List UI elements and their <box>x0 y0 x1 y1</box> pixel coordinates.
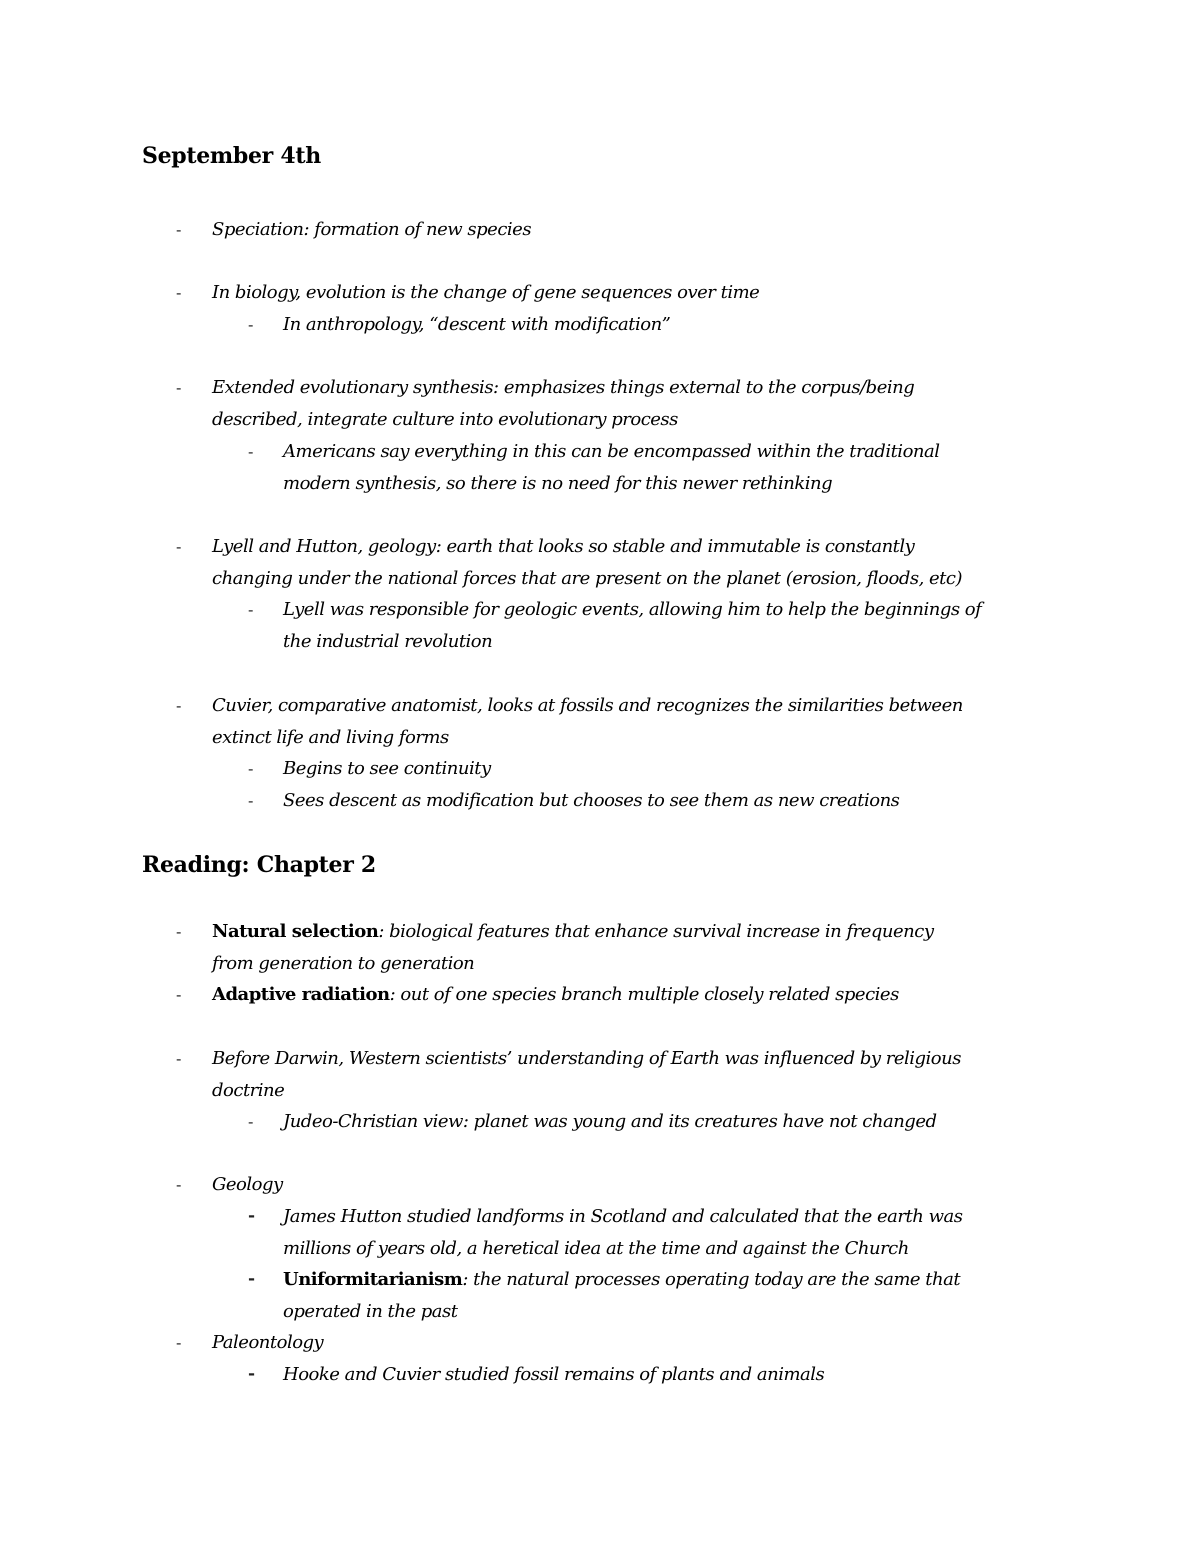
item-text: extinct life and living forms <box>212 726 449 748</box>
bullet-dash: - <box>176 537 181 556</box>
item-text <box>212 979 899 1011</box>
bullet-dash: - <box>176 1049 181 1068</box>
list-item <box>176 1327 324 1359</box>
bullet-dash: - <box>248 315 253 334</box>
item-text: Americans say everything in this can be encompassed within the traditional <box>283 441 940 462</box>
item-text: operated in the past <box>283 1300 458 1322</box>
sub-list-item <box>248 1201 963 1264</box>
bullet-dash: - <box>176 985 181 1004</box>
definition-text: : the natural processes operating today are the same that <box>462 1269 961 1290</box>
item-text: Speciation: formation of new species <box>212 219 532 240</box>
item-text: Paleontology <box>212 1332 324 1353</box>
list-item <box>176 531 963 594</box>
term-adaptive-radiation: Adaptive radiation <box>212 984 390 1005</box>
item-text: Lyell and Hutton, geology: earth that looks so stable and immutable is constantly <box>212 536 915 557</box>
bullet-dash: - <box>176 1333 181 1352</box>
item-text <box>283 1264 960 1296</box>
list-item <box>176 690 963 753</box>
item-text: the industrial revolution <box>283 630 493 652</box>
item-text: In biology, evolution is the change of gene sequences over time <box>212 282 760 303</box>
item-text: doctrine <box>212 1079 285 1101</box>
item-text: changing under the national forces that are present on the planet (erosion, floods, etc) <box>212 567 963 589</box>
item-text: millions of years old, a heretical idea at the time and against the Church <box>283 1237 909 1259</box>
bullet-dash: - <box>176 283 181 302</box>
list-item <box>176 214 532 246</box>
item-text: modern synthesis, so there is no need for this newer rethinking <box>283 472 833 494</box>
bullet-dash: - <box>176 1175 181 1194</box>
item-text: Sees descent as modification but chooses to see them as new creations <box>283 790 900 811</box>
sub-list-item <box>248 1106 937 1138</box>
sub-list-item <box>248 1264 961 1327</box>
sub-list-item <box>248 753 491 785</box>
item-text: Judeo-Christian view: planet was young and its creatures have not changed <box>283 1111 937 1132</box>
bullet-dash: - <box>248 791 253 810</box>
list-item <box>176 1043 961 1106</box>
item-text: James Hutton studied landforms in Scotland and calculated that the earth was <box>283 1206 963 1227</box>
term-natural-selection: Natural selection <box>212 921 379 942</box>
bullet-dash: - <box>176 696 181 715</box>
item-text: In anthropology, “descent with modification” <box>283 314 671 335</box>
item-text: Lyell was responsible for geologic events, allowing him to help the beginnings of <box>283 599 982 620</box>
item-text: described, integrate culture into evolutionary process <box>212 408 678 430</box>
item-text: Geology <box>212 1174 283 1195</box>
definition-text: : out of one species branch multiple closely related species <box>389 984 899 1005</box>
bullet-dash: - <box>248 1206 255 1226</box>
sub-list-item <box>248 436 940 499</box>
list-item <box>176 916 934 979</box>
item-text: Before Darwin, Western scientists’ understanding of Earth was influenced by religious <box>212 1048 961 1069</box>
sub-list-item <box>248 594 982 657</box>
list-item <box>176 372 915 435</box>
bullet-dash: - <box>176 922 181 941</box>
bullet-dash: - <box>176 378 181 397</box>
bullet-dash: - <box>248 1269 255 1289</box>
definition-text: : biological features that enhance survival increase in frequency <box>378 921 934 942</box>
item-text: Extended evolutionary synthesis: emphasizes things external to the corpus/being <box>212 377 915 398</box>
bullet-dash: - <box>248 759 253 778</box>
item-text <box>212 916 934 948</box>
list-item <box>176 1169 283 1201</box>
bullet-dash: - <box>248 442 253 461</box>
section-heading-reading-chapter-2: Reading: Chapter 2 <box>142 852 376 878</box>
bullet-dash: - <box>248 1364 255 1384</box>
sub-list-item <box>248 1359 825 1391</box>
item-text: Hooke and Cuvier studied fossil remains of plants and animals <box>283 1364 825 1385</box>
bullet-dash: - <box>248 600 253 619</box>
bullet-dash: - <box>176 220 181 239</box>
item-text: from generation to generation <box>212 952 475 974</box>
section-heading-september-4th: September 4th <box>142 143 321 169</box>
sub-list-item <box>248 785 900 817</box>
term-uniformitarianism: Uniformitarianism <box>283 1269 463 1290</box>
bullet-dash: - <box>248 1112 253 1131</box>
list-item <box>176 979 899 1011</box>
sub-list-item <box>248 309 671 341</box>
item-text: Cuvier, comparative anatomist, looks at fossils and recognizes the similarities between <box>212 695 963 716</box>
item-text: Begins to see continuity <box>283 758 491 779</box>
list-item <box>176 277 760 309</box>
